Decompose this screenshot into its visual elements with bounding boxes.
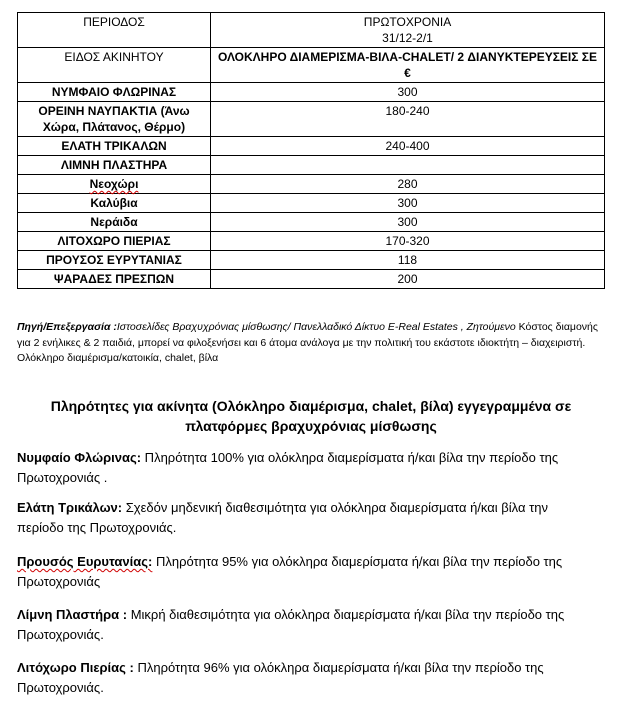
location-cell xyxy=(18,175,211,194)
section-title: Πληρότητες για ακίνητα (Ολόκληρο διαμέρισμα, chalet, βίλα) εγγεγραμμένα σε πλατφόρμες βραχυχρόνιας μίσθωσης xyxy=(50,398,572,434)
occupancy-paragraph xyxy=(17,605,573,645)
occupancy-location: Νυμφαίο Φλώρινας: xyxy=(17,450,142,465)
table-header-row xyxy=(18,13,605,48)
table-row xyxy=(18,213,605,232)
occupancy-text: Σχεδόν μηδενική διαθεσιμότητα για ολόκληρα διαμερίσματα ή/και βίλα την περίοδο της Πρωτοχρονιάς. xyxy=(17,500,548,535)
price-cell: 280 xyxy=(211,175,605,194)
occupancy-location: Ελάτη Τρικάλων: xyxy=(17,500,123,515)
table-row xyxy=(18,232,605,251)
source-details: Κόστος διαμονής για 2 ενήλικες & 2 παιδιά, μπορεί να φιλοξενήσει και 6 άτομα ανάλογα με την πολιτική του εκάστοτε ιδιοκτήτη – διαχειριστή. Ολόκληρο διαμέρισμα/κατοικία, chalet, βίλα xyxy=(17,321,598,364)
table-row xyxy=(18,137,605,156)
occupancy-location: Λίμνη Πλαστήρα : xyxy=(17,607,128,622)
location-cell: Νεράιδα xyxy=(18,213,211,232)
period-value-cell xyxy=(211,13,605,48)
occupancy-paragraph xyxy=(17,448,573,488)
price-cell: 300 xyxy=(211,194,605,213)
location-cell: ΛΙΤΟΧΩΡΟ ΠΙΕΡΙΑΣ xyxy=(18,232,211,251)
occupancy-paragraph xyxy=(17,552,573,592)
table-row xyxy=(18,251,605,270)
period-name: ΠΡΩΤΟΧΡΟΝΙΑ xyxy=(363,15,452,29)
occupancy-paragraph xyxy=(17,498,573,538)
occupancy-text: Πληρότητα 100% για ολόκληρα διαμερίσματα ή/και βίλα την περίοδο της Πρωτοχρονιάς . xyxy=(17,450,559,485)
source-label: Πηγή/Επεξεργασία : xyxy=(17,321,117,333)
location-cell: Καλύβια xyxy=(18,194,211,213)
type-value-cell: ΟΛΟΚΛΗΡΟ ΔΙΑΜΕΡΙΣΜΑ-ΒΙΛΑ-CHALET/ 2 ΔΙΑΝΥΚΤΕΡΕΥΣΕΙΣ ΣΕ € xyxy=(211,48,605,83)
location-cell: ΨΑΡΑΔΕΣ ΠΡΕΣΠΩΝ xyxy=(18,270,211,289)
location-cell: ΠΡΟΥΣΟΣ ΕΥΡΥΤΑΝΙΑΣ xyxy=(18,251,211,270)
price-cell: 300 xyxy=(211,83,605,102)
table-row xyxy=(18,194,605,213)
period-label-cell: ΠΕΡΙΟΔΟΣ xyxy=(18,13,211,48)
table-row xyxy=(18,175,605,194)
location-cell: ΕΛΑΤΗ ΤΡΙΚΑΛΩΝ xyxy=(18,137,211,156)
location-cell: ΟΡΕΙΝΗ ΝΑΥΠΑΚΤΙΑ (Άνω Χώρα, Πλάτανος, Θέρμο) xyxy=(18,102,211,137)
source-note xyxy=(17,320,607,367)
table-row xyxy=(18,156,605,175)
price-cell: 170-320 xyxy=(211,232,605,251)
price-cell: 118 xyxy=(211,251,605,270)
price-cell: 200 xyxy=(211,270,605,289)
table-row xyxy=(18,102,605,137)
table-row xyxy=(18,83,605,102)
location-cell: ΛΙΜΝΗ ΠΛΑΣΤΗΡΑ xyxy=(18,156,211,175)
location-cell: ΝΥΜΦΑΙΟ ΦΛΩΡΙΝΑΣ xyxy=(18,83,211,102)
table-row xyxy=(18,270,605,289)
price-table xyxy=(17,12,605,289)
price-cell xyxy=(211,156,605,175)
occupancy-text: Μικρή διαθεσιμότητα για ολόκληρα διαμερίσματα ή/και βίλα την περίοδο της Πρωτοχρονιάς. xyxy=(17,607,565,642)
location-name: Νεοχώρι xyxy=(89,177,139,191)
price-cell: 240-400 xyxy=(211,137,605,156)
occupancy-paragraph xyxy=(17,658,573,698)
occupancy-location: Προυσός Ευρυτανίας: xyxy=(17,554,153,569)
type-label-cell: ΕΙΔΟΣ ΑΚΙΝΗΤΟΥ xyxy=(18,48,211,83)
occupancy-text: Πληρότητα 95% για ολόκληρα διαμερίσματα ή/και βίλα την περίοδο της Πρωτοχρονιάς xyxy=(17,554,563,589)
source-text: Ιστοσελίδες Βραχυχρόνιας μίσθωσης/ Πανελλαδικό Δίκτυο E-Real Estates , Ζητούμενο xyxy=(116,321,516,333)
occupancy-location: Λιτόχωρο Πιερίας : xyxy=(17,660,134,675)
occupancy-text: Πληρότητα 96% για ολόκληρα διαμερίσματα ή/και βίλα την περίοδο της Πρωτοχρονιάς. xyxy=(17,660,544,695)
price-cell: 180-240 xyxy=(211,102,605,137)
period-dates: 31/12-2/1 xyxy=(382,31,433,45)
price-cell: 300 xyxy=(211,213,605,232)
table-type-row xyxy=(18,48,605,83)
